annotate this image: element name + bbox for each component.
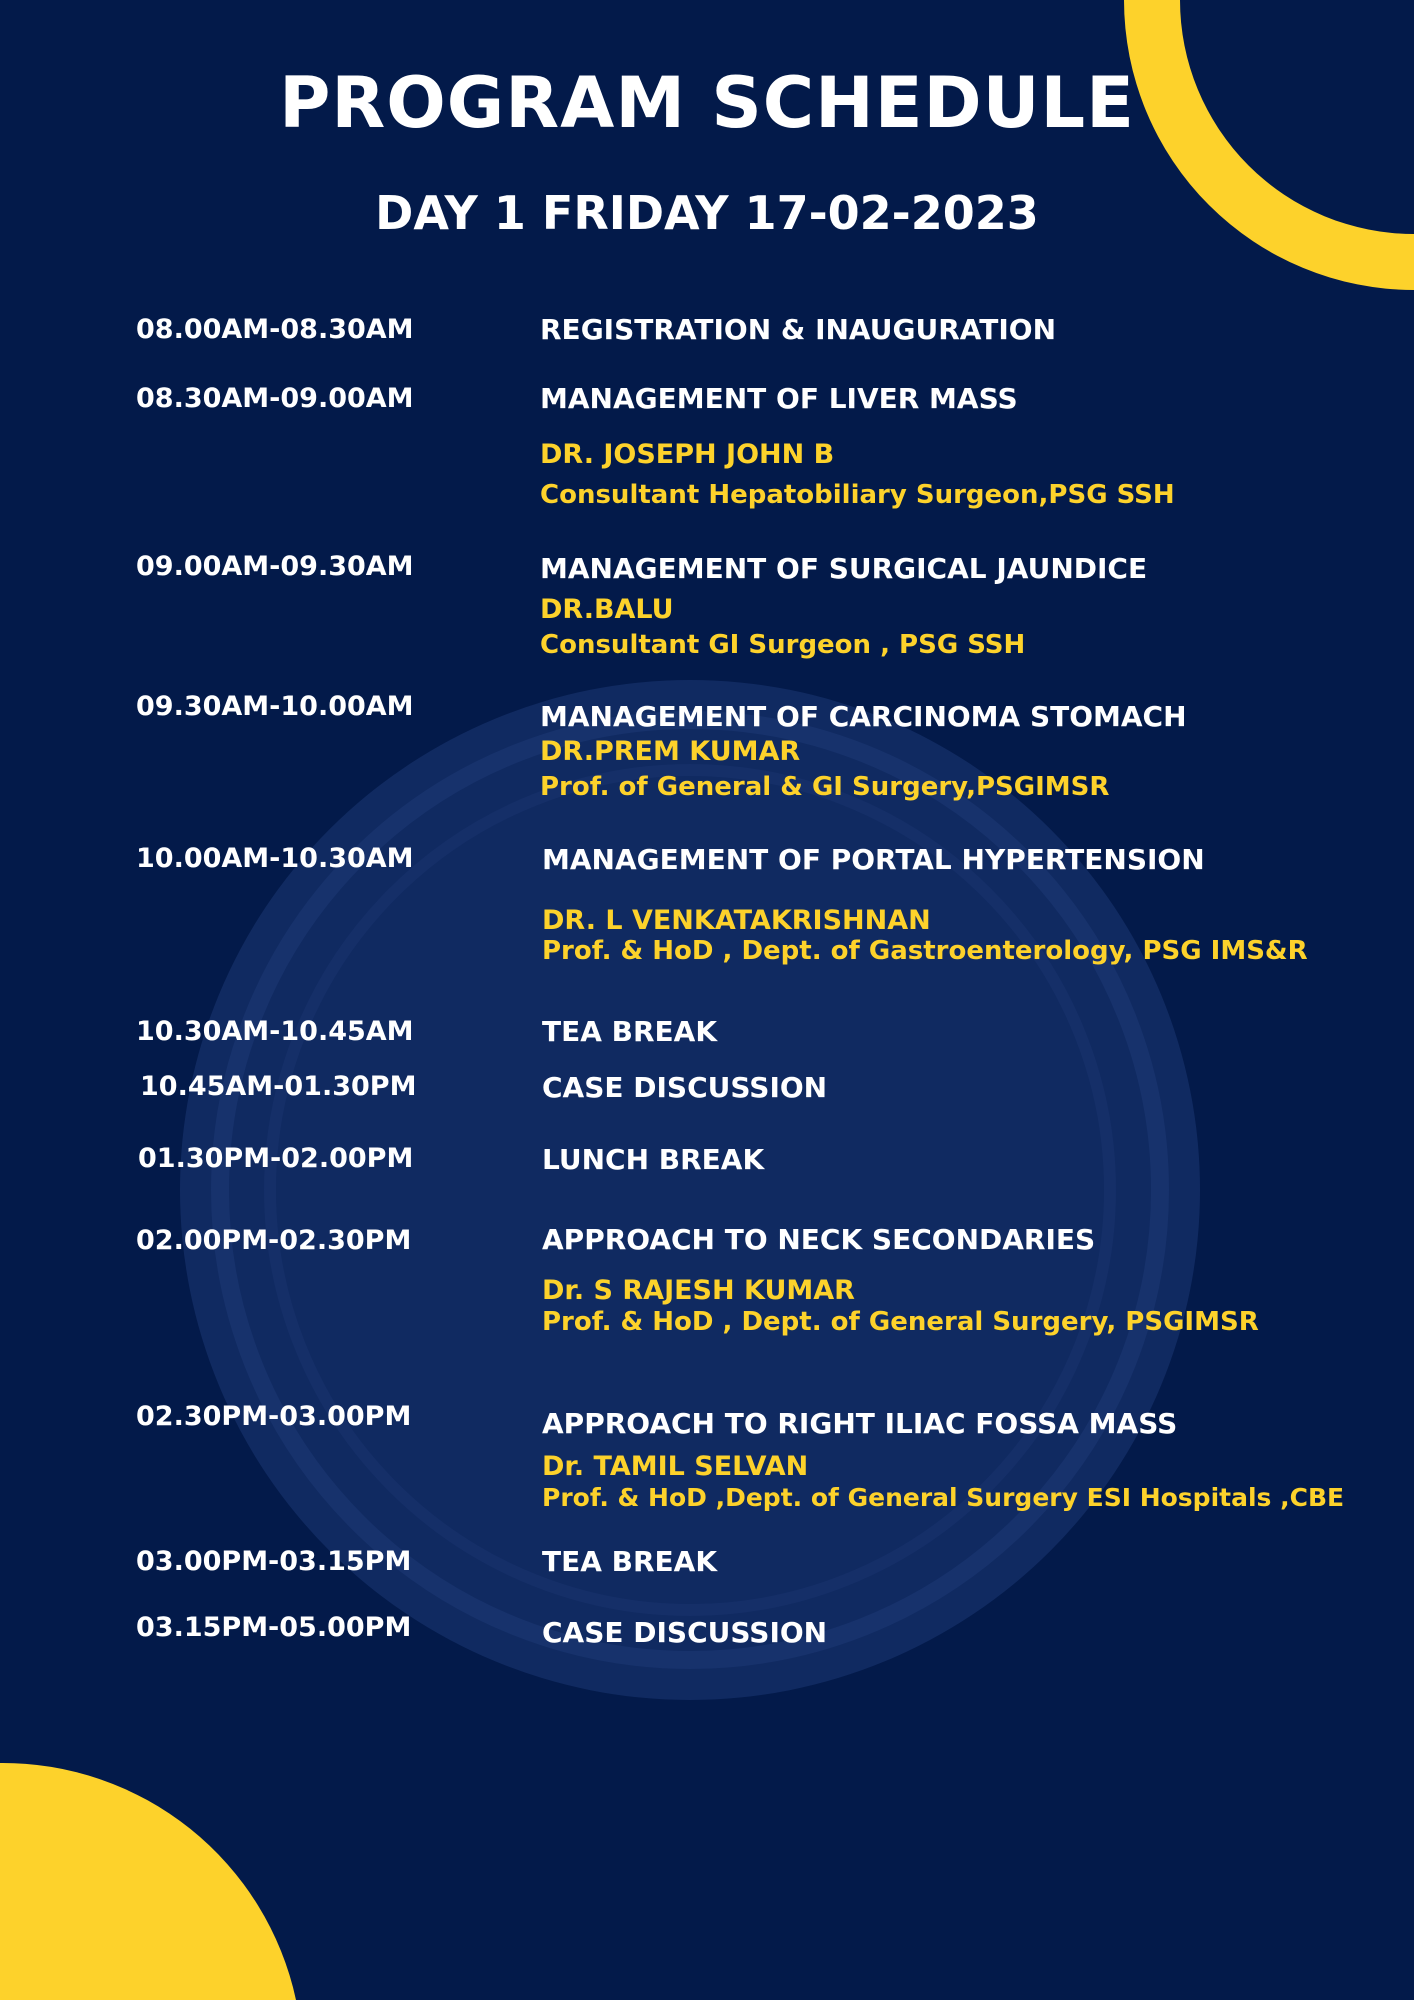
speaker-role: Prof. & HoD ,Dept. of General Surgery ESI Hospitals ,CBE xyxy=(542,1483,1345,1512)
speaker-name: DR. JOSEPH JOHN B xyxy=(540,439,835,470)
session-topic: REGISTRATION & INAUGURATION xyxy=(540,313,1057,346)
speaker-role: Prof. & HoD , Dept. of Gastroenterology, PSG IMS&R xyxy=(542,936,1308,966)
speaker-role: Prof. of General & GI Surgery,PSGIMSR xyxy=(540,772,1110,802)
page-title: PROGRAM SCHEDULE xyxy=(279,62,1135,144)
session-time: 02.30PM-03.00PM xyxy=(136,1401,412,1432)
session-time: 10.00AM-10.30AM xyxy=(136,843,414,874)
session-topic: TEA BREAK xyxy=(542,1015,718,1048)
yellow-ring-top-right xyxy=(1124,0,1414,290)
speaker-role: Prof. & HoD , Dept. of General Surgery, PSGIMSR xyxy=(542,1307,1259,1337)
session-topic: APPROACH TO NECK SECONDARIES xyxy=(542,1223,1096,1256)
session-topic: APPROACH TO RIGHT ILIAC FOSSA MASS xyxy=(542,1407,1178,1440)
session-time: 10.45AM-01.30PM xyxy=(140,1071,417,1102)
session-time: 09.30AM-10.00AM xyxy=(136,691,414,722)
session-topic: MANAGEMENT OF CARCINOMA STOMACH xyxy=(540,700,1187,733)
speaker-name: Dr. S RAJESH KUMAR xyxy=(542,1275,855,1306)
session-time: 03.15PM-05.00PM xyxy=(136,1612,412,1643)
yellow-circle-bottom-left xyxy=(0,1763,296,2000)
session-time: 03.00PM-03.15PM xyxy=(136,1546,412,1577)
session-topic: MANAGEMENT OF PORTAL HYPERTENSION xyxy=(542,843,1205,876)
speaker-role: Consultant GI Surgeon , PSG SSH xyxy=(540,630,1026,660)
session-time: 08.30AM-09.00AM xyxy=(136,383,414,414)
session-topic: LUNCH BREAK xyxy=(542,1143,765,1176)
speaker-name: DR.BALU xyxy=(540,594,674,625)
speaker-name: Dr. TAMIL SELVAN xyxy=(542,1451,809,1482)
speaker-name: DR.PREM KUMAR xyxy=(540,736,801,767)
session-time: 09.00AM-09.30AM xyxy=(136,551,414,582)
session-time: 01.30PM-02.00PM xyxy=(138,1143,414,1174)
session-time: 02.00PM-02.30PM xyxy=(136,1225,412,1256)
session-time: 10.30AM-10.45AM xyxy=(136,1016,414,1047)
session-topic: MANAGEMENT OF LIVER MASS xyxy=(540,382,1018,415)
speaker-name: DR. L VENKATAKRISHNAN xyxy=(542,905,931,936)
session-topic: CASE DISCUSSION xyxy=(542,1071,828,1104)
day-heading: DAY 1 FRIDAY 17-02-2023 xyxy=(375,186,1039,240)
session-topic: CASE DISCUSSION xyxy=(542,1616,828,1649)
session-topic: TEA BREAK xyxy=(542,1545,718,1578)
speaker-role: Consultant Hepatobiliary Surgeon,PSG SSH xyxy=(540,480,1175,510)
session-topic: MANAGEMENT OF SURGICAL JAUNDICE xyxy=(540,552,1148,585)
session-time: 08.00AM-08.30AM xyxy=(136,314,414,345)
